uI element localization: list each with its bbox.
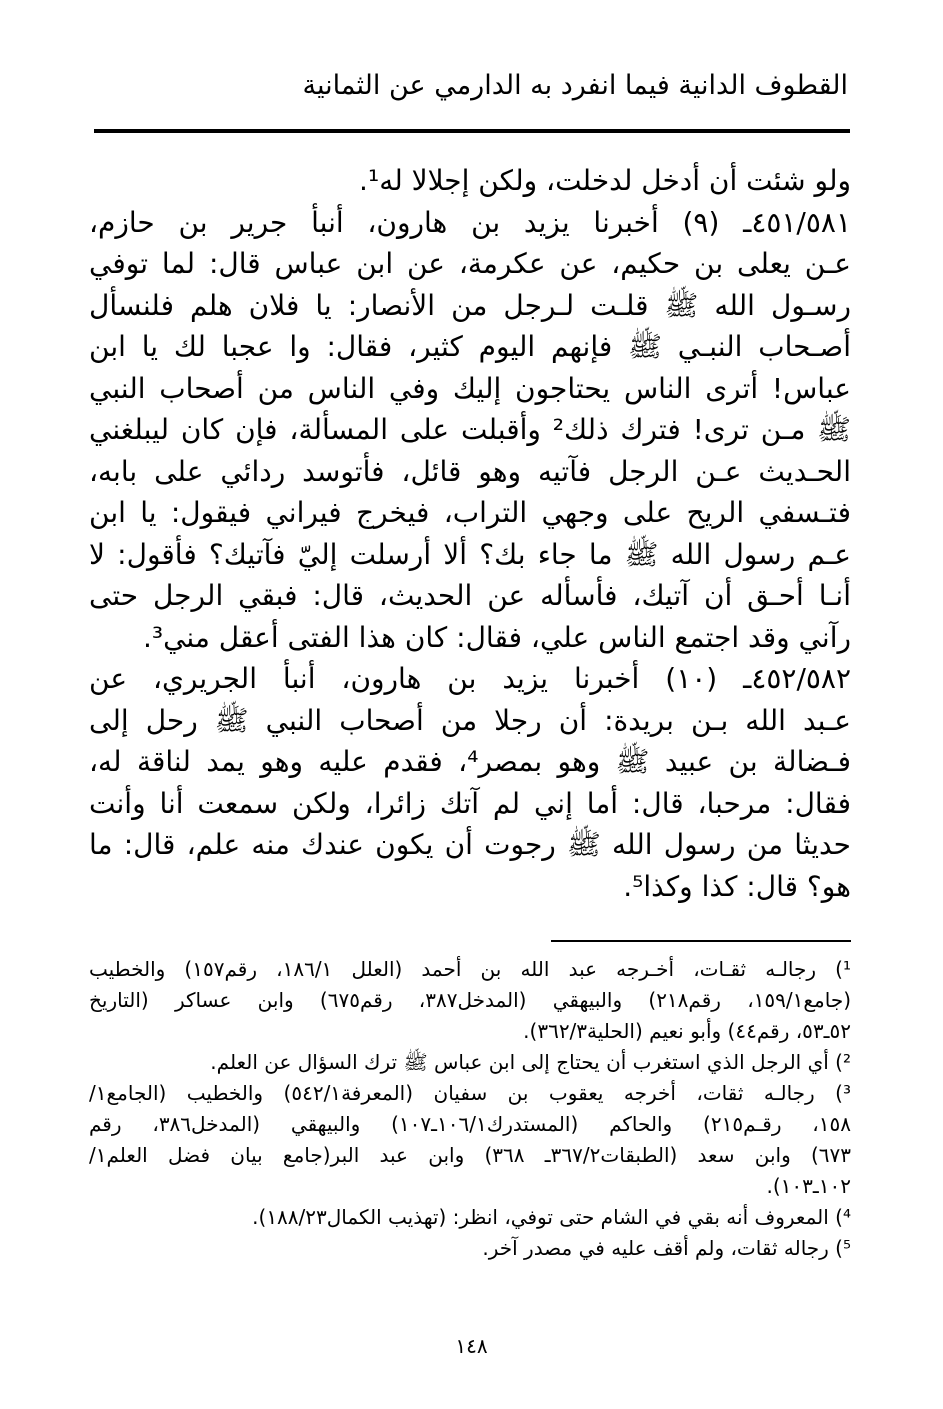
main-text <box>89 160 851 907</box>
text-line: عـن يعلى بن حكيم، عن عكرمة، عن ابن عباس قال: لما توفي <box>89 247 851 280</box>
footnote-line: ١٥٨، رقـم٢١٥) والحاكم (المستدرك١٠٦/١ـ١٠٧) والبيهقي (المدخل٣٨٦، رقم <box>89 1112 851 1136</box>
text-line: أنـا أحـق أن آتيك، فأسأله عن الحديث، قال: فبقي الرجل حتى <box>89 579 851 612</box>
text-line: فقال: مرحبا، قال: أما إني لم آتك زائرا، ولكن سمعت أنا وأنت <box>89 786 851 820</box>
text-line: فتـسفي الريح على وجهي التراب، فيخرج فيراني فيقول: يا ابن <box>89 496 851 529</box>
footnote-line: ⁴) المعروف أنه بقي في الشام حتى توفي، انظر: (تهذيب الكمال١٨٨/٢٣). <box>252 1205 851 1229</box>
text-line: ٤٥١/٥٨١ـ (٩) أخبرنا يزيد بن هارون، أنبأ جرير بن حازم، <box>89 205 851 239</box>
footnote-line: ¹) رجالـه ثقـات، أخـرجه عبد الله بن أحمد (العلل ١٨٦/١، رقم١٥٧) والخطيب <box>89 957 851 981</box>
footnote-line: (جامع١٥٩/١، رقم٢١٨) والبيهقي (المدخل٣٨٧، رقم٦٧٥) وابن عساكر (التاريخ <box>89 988 851 1012</box>
footnote-line: ٥٢ـ٥٣، رقم٤٤) وأبو نعيم (الحلية٣٦٢/٣). <box>523 1019 851 1043</box>
text-line: أصـحاب النبـي ﷺ فإنهم اليوم كثير، فقال: وا عجبا لك يا ابن <box>89 330 851 363</box>
footnote-line: ⁵) رجاله ثقات، ولم أقف عليه في مصدر آخر. <box>482 1236 851 1260</box>
page-number: ١٤٨ <box>455 1334 488 1358</box>
footnotes <box>89 954 851 1264</box>
text-line: ٤٥٢/٥٨٢ـ (١٠) أخبرنا يزيد بن هارون، أنبأ الجريري، عن <box>89 662 851 695</box>
text-line: عـم رسول الله ﷺ ما جاء بك؟ ألا أرسلت إليّ فآتيك؟ فأقول: لا <box>89 537 851 571</box>
running-header-title: القطوف الدانية فيما انفرد به الدارمي عن الثمانية <box>302 70 848 101</box>
text-line: هو؟ قال: كذا وكذا⁵. <box>623 869 851 903</box>
footnote-divider <box>551 940 851 942</box>
footnote-line: ١٠٢ـ١٠٣). <box>766 1174 851 1198</box>
footnote-line: ٦٧٣) وابن سعد (الطبقات٣٦٧/٢ـ ٣٦٨) وابن عبد البر(جامع بيان فضل العلم١/ <box>89 1143 851 1167</box>
text-line: رآني وقد اجتمع الناس علي، فقال: كان هذا الفتى أعقل مني³. <box>142 620 851 654</box>
text-line: حديثا من رسول الله ﷺ رجوت أن يكون عندك منه علم، قال: ما <box>89 828 851 861</box>
text-line: ﷺ مـن ترى! فترك ذلك² وأقبلت على المسألة، فإن كان ليبلغني <box>89 413 851 446</box>
footnote-line: ³) رجالـه ثقات، أخرجه يعقوب بن سفيان (المعرفة٥٤٢/١) والخطيب (الجامع١/ <box>89 1081 851 1105</box>
text-line: فـضالة بن عبيد ﷺ وهو بمصر⁴، فقدم عليه وهو يمد لناقة له، <box>89 745 851 778</box>
text-line: عباس! أترى الناس يحتاجون إليك وفي الناس من أصحاب النبي <box>89 371 851 405</box>
footnote-line: ²) أي الرجل الذي استغرب أن يحتاج إلى ابن عباس ﷺ ترك السؤال عن العلم. <box>210 1050 851 1074</box>
text-line: الحـديث عـن الرجل فآتيه وهو قائل، فأتوسد ردائي على بابه، <box>89 454 851 488</box>
header-divider <box>94 129 850 133</box>
text-line: عـبد الله بـن بريدة: أن رجلا من أصحاب النبي ﷺ رحل إلى <box>89 703 851 737</box>
text-line: رسـول الله ﷺ قلـت لـرجل من الأنصار: يا فلان هلم فلنسأل <box>89 288 851 322</box>
text-line: ولو شئت أن أدخل لدخلت، ولكن إجلالا له¹. <box>359 164 851 197</box>
